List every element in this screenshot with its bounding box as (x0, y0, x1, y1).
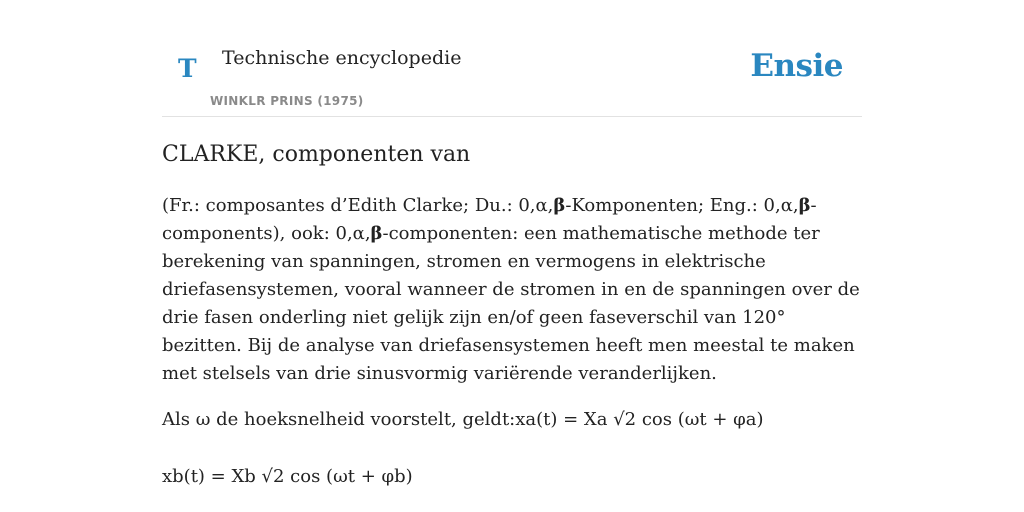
paragraph-text: (Fr.: composantes d’Edith Clarke; Du.: 0,α, (162, 195, 554, 216)
brand-logo[interactable]: Ensie (750, 48, 843, 84)
logo-icon[interactable]: T (178, 54, 197, 83)
paragraph-text: -Komponenten; Eng.: 0,α, (565, 195, 799, 216)
formula-line: Als ω de hoeksnelheid voorstelt, geldt:xa(t) = Xa √2 cos (ωt + φa) (162, 409, 764, 430)
article-paragraph (162, 192, 862, 388)
site-title[interactable]: Technische encyclopedie (222, 47, 462, 69)
paragraph-text: -componenten: een mathematische methode ter berekening van spanningen, stromen en vermogens in elektrische driefasensystemen, vooral wanneer de stromen in en de spanningen over de drie fasen onderling niet gelijk zijn en/of geen faseverschil van 120° bezitten. Bij de analyse van driefasensystemen heeft men meestal te maken met stelsels van drie sinusvormig variërende veranderlijken. (162, 223, 860, 384)
site-subtitle: WINKLR PRINS (1975) (210, 94, 364, 108)
site-header (162, 0, 862, 117)
formula-line: xb(t) = Xb √2 cos (ωt + φb) (162, 466, 413, 487)
beta-symbol: β (553, 195, 566, 216)
beta-symbol: β (370, 223, 383, 244)
article-title: CLARKE, componenten van (162, 142, 471, 167)
paragraph-text: -components), ook: 0,α, (162, 195, 817, 244)
beta-symbol: β (798, 195, 811, 216)
